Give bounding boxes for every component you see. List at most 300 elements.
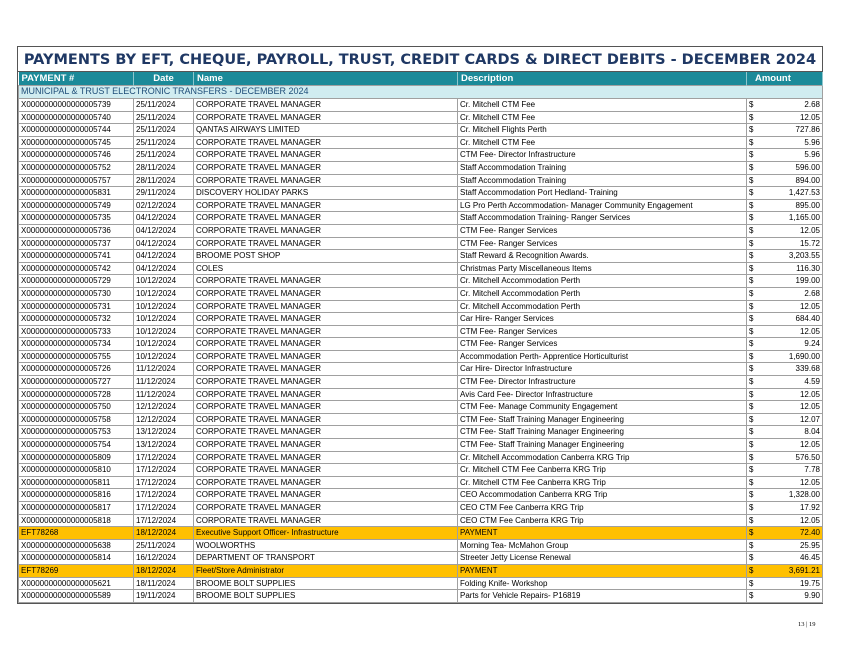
description-cell: LG Pro Perth Accommodation- Manager Community Engagement — [458, 199, 747, 212]
description-cell: CTM Fee- Staff Training Manager Engineering — [458, 426, 747, 439]
table-row — [19, 187, 823, 200]
amount-value: 1,690.00 — [788, 351, 820, 361]
currency-symbol: $ — [749, 162, 754, 172]
amount-cell — [747, 250, 823, 263]
amount-value: 576.50 — [795, 452, 820, 462]
payment-id-cell: X0000000000000005727 — [19, 376, 134, 389]
description-cell: Staff Accommodation Training- Ranger Services — [458, 212, 747, 225]
currency-symbol: $ — [749, 200, 754, 210]
description-cell: Staff Accommodation Training — [458, 161, 747, 174]
payment-id-cell: X0000000000000005735 — [19, 212, 134, 225]
amount-value: 116.30 — [796, 263, 820, 273]
amount-cell — [747, 388, 823, 401]
amount-value: 72.40 — [799, 528, 820, 538]
amount-cell — [747, 376, 823, 389]
currency-symbol: $ — [749, 276, 754, 286]
currency-symbol: $ — [749, 490, 754, 500]
section-row — [19, 86, 823, 99]
payment-id-cell: X0000000000000005809 — [19, 451, 134, 464]
amount-cell — [747, 275, 823, 288]
amount-value: 8.04 — [804, 427, 820, 437]
description-cell: Staff Accommodation Port Hedland- Training — [458, 187, 747, 200]
amount-value: 12.05 — [799, 112, 820, 122]
description-cell: CTM Fee- Ranger Services — [458, 224, 747, 237]
currency-symbol: $ — [749, 251, 754, 261]
name-cell: CORPORATE TRAVEL MANAGER — [194, 426, 458, 439]
payment-id-cell: EFT78269 — [19, 564, 134, 577]
currency-symbol: $ — [749, 188, 754, 198]
date-cell: 29/11/2024 — [134, 187, 194, 200]
table-row — [19, 376, 823, 389]
amount-cell — [747, 489, 823, 502]
name-cell: CORPORATE TRAVEL MANAGER — [194, 136, 458, 149]
description-cell: Folding Knife- Workshop — [458, 577, 747, 590]
name-cell: CORPORATE TRAVEL MANAGER — [194, 338, 458, 351]
table-row — [19, 388, 823, 401]
description-cell: CTM Fee- Staff Training Manager Engineering — [458, 413, 747, 426]
payment-id-cell: X0000000000000005737 — [19, 237, 134, 250]
description-cell: CTM Fee- Manage Community Engagement — [458, 401, 747, 414]
table-row — [19, 149, 823, 162]
payment-id-cell: X0000000000000005744 — [19, 124, 134, 137]
date-cell: 04/12/2024 — [134, 212, 194, 225]
description-cell: Cr. Mitchell Accommodation Perth — [458, 300, 747, 313]
table-row — [19, 552, 823, 565]
amount-cell — [747, 300, 823, 313]
amount-cell — [747, 161, 823, 174]
amount-value: 12.05 — [799, 225, 820, 235]
payment-id-cell: X0000000000000005810 — [19, 464, 134, 477]
amount-value: 15.72 — [799, 238, 820, 248]
date-cell: 10/12/2024 — [134, 300, 194, 313]
date-cell: 04/12/2024 — [134, 262, 194, 275]
currency-symbol: $ — [749, 339, 754, 349]
date-cell: 10/12/2024 — [134, 325, 194, 338]
amount-value: 19.75 — [799, 578, 820, 588]
amount-value: 17.92 — [799, 503, 820, 512]
description-cell: CEO CTM Fee Canberra KRG Trip — [458, 514, 747, 527]
amount-value: 5.96 — [804, 150, 820, 160]
name-cell: CORPORATE TRAVEL MANAGER — [194, 489, 458, 502]
amount-cell — [747, 338, 823, 351]
amount-value: 1,328.00 — [788, 490, 820, 500]
currency-symbol: $ — [749, 465, 754, 475]
date-cell: 04/12/2024 — [134, 250, 194, 263]
table-header-row — [19, 72, 823, 86]
name-cell: CORPORATE TRAVEL MANAGER — [194, 212, 458, 225]
table-row — [19, 300, 823, 313]
amount-cell — [747, 313, 823, 326]
amount-cell — [747, 111, 823, 124]
amount-value: 12.05 — [799, 440, 820, 450]
amount-cell — [747, 187, 823, 200]
amount-cell — [747, 124, 823, 137]
currency-symbol: $ — [749, 402, 754, 412]
payment-id-cell: X0000000000000005750 — [19, 401, 134, 414]
description-cell: Streeter Jetty License Renewal — [458, 552, 747, 565]
date-cell: 13/12/2024 — [134, 439, 194, 452]
currency-symbol: $ — [749, 301, 754, 311]
currency-symbol: $ — [749, 377, 754, 387]
currency-symbol: $ — [749, 100, 754, 109]
name-cell: COLES — [194, 262, 458, 275]
currency-symbol: $ — [749, 326, 754, 336]
table-row — [19, 413, 823, 426]
description-cell: CTM Fee- Director Infrastructure — [458, 376, 747, 389]
name-cell: CORPORATE TRAVEL MANAGER — [194, 363, 458, 376]
name-cell: CORPORATE TRAVEL MANAGER — [194, 401, 458, 414]
date-cell: 16/12/2024 — [134, 552, 194, 565]
name-cell: CORPORATE TRAVEL MANAGER — [194, 439, 458, 452]
amount-value: 2.68 — [804, 100, 820, 109]
currency-symbol: $ — [749, 515, 754, 525]
section-label: MUNICIPAL & TRUST ELECTRONIC TRANSFERS - DECEMBER 2024 — [19, 86, 823, 99]
date-cell: 13/12/2024 — [134, 426, 194, 439]
name-cell: CORPORATE TRAVEL MANAGER — [194, 350, 458, 363]
table-row — [19, 136, 823, 149]
amount-value: 7.78 — [804, 465, 820, 475]
name-cell: CORPORATE TRAVEL MANAGER — [194, 514, 458, 527]
name-cell: CORPORATE TRAVEL MANAGER — [194, 300, 458, 313]
currency-symbol: $ — [749, 452, 754, 462]
name-cell: CORPORATE TRAVEL MANAGER — [194, 174, 458, 187]
description-cell: Staff Accommodation Training — [458, 174, 747, 187]
description-cell: Christmas Party Miscellaneous Items — [458, 262, 747, 275]
name-cell: CORPORATE TRAVEL MANAGER — [194, 99, 458, 112]
amount-cell — [747, 325, 823, 338]
amount-cell — [747, 99, 823, 112]
description-cell: Accommodation Perth- Apprentice Horticulturist — [458, 350, 747, 363]
table-row — [19, 577, 823, 590]
currency-symbol: $ — [749, 238, 754, 248]
payment-id-cell: X0000000000000005818 — [19, 514, 134, 527]
amount-value: 5.96 — [804, 137, 820, 147]
amount-value: 46.45 — [799, 553, 820, 563]
date-cell: 10/12/2024 — [134, 313, 194, 326]
date-cell: 10/12/2024 — [134, 350, 194, 363]
payment-id-cell: X0000000000000005621 — [19, 577, 134, 590]
table-row — [19, 250, 823, 263]
payment-id-cell: X0000000000000005754 — [19, 439, 134, 452]
table-row — [19, 489, 823, 502]
amount-value: 2.68 — [804, 288, 820, 298]
payment-id-cell: EFT78268 — [19, 527, 134, 540]
description-cell: CTM Fee- Staff Training Manager Engineering — [458, 439, 747, 452]
amount-value: 12.07 — [799, 414, 820, 424]
date-cell: 18/11/2024 — [134, 577, 194, 590]
name-cell: DISCOVERY HOLIDAY PARKS — [194, 187, 458, 200]
amount-value: 12.05 — [799, 515, 820, 525]
date-cell: 10/12/2024 — [134, 287, 194, 300]
header-amount: Amount — [747, 72, 823, 86]
table-row — [19, 99, 823, 112]
name-cell: CORPORATE TRAVEL MANAGER — [194, 451, 458, 464]
table-row — [19, 237, 823, 250]
currency-symbol: $ — [749, 427, 754, 437]
payment-id-cell: X0000000000000005752 — [19, 161, 134, 174]
table-row — [19, 464, 823, 477]
currency-symbol: $ — [749, 137, 754, 147]
currency-symbol: $ — [749, 540, 754, 550]
table-row — [19, 590, 823, 603]
date-cell: 19/11/2024 — [134, 590, 194, 603]
amount-cell — [747, 527, 823, 540]
amount-cell — [747, 564, 823, 577]
amount-cell — [747, 262, 823, 275]
date-cell: 25/11/2024 — [134, 136, 194, 149]
date-cell: 11/12/2024 — [134, 363, 194, 376]
description-cell: Cr. Mitchell Accommodation Perth — [458, 275, 747, 288]
currency-symbol: $ — [749, 477, 754, 487]
description-cell: Morning Tea- McMahon Group — [458, 539, 747, 552]
amount-cell — [747, 426, 823, 439]
currency-symbol: $ — [749, 125, 754, 135]
description-cell: Parts for Vehicle Repairs- P16819 — [458, 590, 747, 603]
amount-cell — [747, 287, 823, 300]
date-cell: 11/12/2024 — [134, 376, 194, 389]
currency-symbol: $ — [749, 528, 754, 538]
currency-symbol: $ — [749, 503, 754, 512]
description-cell: Avis Card Fee- Director Infrastructure — [458, 388, 747, 401]
amount-value: 12.05 — [799, 402, 820, 412]
name-cell: CORPORATE TRAVEL MANAGER — [194, 224, 458, 237]
description-cell: PAYMENT — [458, 564, 747, 577]
amount-cell — [747, 514, 823, 527]
description-cell: Cr. Mitchell CTM Fee — [458, 136, 747, 149]
name-cell: BROOME BOLT SUPPLIES — [194, 590, 458, 603]
amount-cell — [747, 590, 823, 603]
payment-id-cell: X0000000000000005736 — [19, 224, 134, 237]
date-cell: 25/11/2024 — [134, 111, 194, 124]
payment-id-cell: X0000000000000005814 — [19, 552, 134, 565]
amount-value: 1,165.00 — [788, 213, 820, 223]
name-cell: BROOME BOLT SUPPLIES — [194, 577, 458, 590]
date-cell: 17/12/2024 — [134, 489, 194, 502]
date-cell: 04/12/2024 — [134, 237, 194, 250]
date-cell: 17/12/2024 — [134, 464, 194, 477]
date-cell: 17/12/2024 — [134, 502, 194, 515]
currency-symbol: $ — [749, 389, 754, 399]
amount-value: 12.05 — [799, 301, 820, 311]
payment-id-cell: X0000000000000005730 — [19, 287, 134, 300]
currency-symbol: $ — [749, 150, 754, 160]
payment-id-cell: X0000000000000005757 — [19, 174, 134, 187]
amount-cell — [747, 401, 823, 414]
name-cell: CORPORATE TRAVEL MANAGER — [194, 502, 458, 515]
description-cell: CTM Fee- Ranger Services — [458, 237, 747, 250]
name-cell: Executive Support Officer- Infrastructure — [194, 527, 458, 540]
description-cell: Cr. Mitchell Accommodation Perth — [458, 287, 747, 300]
table-row — [19, 275, 823, 288]
amount-value: 684.40 — [795, 314, 820, 324]
amount-cell — [747, 451, 823, 464]
name-cell: CORPORATE TRAVEL MANAGER — [194, 161, 458, 174]
description-cell: Cr. Mitchell CTM Fee Canberra KRG Trip — [458, 476, 747, 489]
description-cell: CTM Fee- Ranger Services — [458, 325, 747, 338]
amount-cell — [747, 149, 823, 162]
name-cell: QANTAS AIRWAYS LIMITED — [194, 124, 458, 137]
description-cell: CTM Fee- Ranger Services — [458, 338, 747, 351]
description-cell: Staff Reward & Recognition Awards. — [458, 250, 747, 263]
amount-cell — [747, 350, 823, 363]
table-row — [19, 451, 823, 464]
payment-id-cell: X0000000000000005753 — [19, 426, 134, 439]
table-row — [19, 350, 823, 363]
date-cell: 12/12/2024 — [134, 401, 194, 414]
amount-value: 596.00 — [795, 162, 820, 172]
name-cell: WOOLWORTHS — [194, 539, 458, 552]
description-cell: Cr. Mitchell Flights Perth — [458, 124, 747, 137]
amount-value: 3,691.21 — [788, 565, 820, 575]
date-cell: 18/12/2024 — [134, 527, 194, 540]
description-cell: Cr. Mitchell CTM Fee — [458, 99, 747, 112]
payment-id-cell: X0000000000000005745 — [19, 136, 134, 149]
page-number: 13 | 19 — [798, 621, 816, 628]
amount-cell — [747, 464, 823, 477]
table-row — [19, 325, 823, 338]
amount-cell — [747, 237, 823, 250]
currency-symbol: $ — [749, 175, 754, 185]
currency-symbol: $ — [749, 288, 754, 298]
payment-id-cell: X0000000000000005741 — [19, 250, 134, 263]
table-row — [19, 426, 823, 439]
table-row — [19, 502, 823, 515]
currency-symbol: $ — [749, 213, 754, 223]
amount-cell — [747, 577, 823, 590]
currency-symbol: $ — [749, 440, 754, 450]
description-cell: CEO Accommodation Canberra KRG Trip — [458, 489, 747, 502]
amount-cell — [747, 212, 823, 225]
name-cell: CORPORATE TRAVEL MANAGER — [194, 275, 458, 288]
name-cell: CORPORATE TRAVEL MANAGER — [194, 313, 458, 326]
amount-cell — [747, 476, 823, 489]
date-cell: 25/11/2024 — [134, 124, 194, 137]
currency-symbol: $ — [749, 263, 754, 273]
amount-cell — [747, 552, 823, 565]
header-name: Name — [194, 72, 458, 86]
table-row — [19, 313, 823, 326]
payments-table — [18, 72, 823, 603]
amount-cell — [747, 539, 823, 552]
amount-value: 895.00 — [795, 200, 820, 210]
currency-symbol: $ — [749, 351, 754, 361]
currency-symbol: $ — [749, 112, 754, 122]
amount-cell — [747, 439, 823, 452]
date-cell: 28/11/2024 — [134, 174, 194, 187]
currency-symbol: $ — [749, 314, 754, 324]
table-row — [19, 527, 823, 540]
payment-id-cell: X0000000000000005817 — [19, 502, 134, 515]
table-row — [19, 224, 823, 237]
currency-symbol: $ — [749, 565, 754, 575]
currency-symbol: $ — [749, 591, 754, 601]
amount-cell — [747, 363, 823, 376]
amount-cell — [747, 502, 823, 515]
payment-id-cell: X0000000000000005831 — [19, 187, 134, 200]
table-row — [19, 338, 823, 351]
currency-symbol: $ — [749, 364, 754, 374]
table-row — [19, 262, 823, 275]
table-row — [19, 111, 823, 124]
amount-value: 9.90 — [804, 591, 820, 601]
description-cell: Car Hire- Director Infrastructure — [458, 363, 747, 376]
amount-value: 1,427.53 — [788, 188, 820, 198]
amount-value: 9.24 — [804, 339, 820, 349]
date-cell: 25/11/2024 — [134, 99, 194, 112]
header-date: Date — [134, 72, 194, 86]
description-cell: PAYMENT — [458, 527, 747, 540]
name-cell: CORPORATE TRAVEL MANAGER — [194, 325, 458, 338]
table-row — [19, 174, 823, 187]
name-cell: CORPORATE TRAVEL MANAGER — [194, 111, 458, 124]
amount-value: 12.05 — [799, 326, 820, 336]
description-cell: Car Hire- Ranger Services — [458, 313, 747, 326]
name-cell: CORPORATE TRAVEL MANAGER — [194, 237, 458, 250]
table-row — [19, 476, 823, 489]
payment-id-cell: X0000000000000005755 — [19, 350, 134, 363]
amount-value: 12.05 — [799, 477, 820, 487]
description-cell: Cr. Mitchell CTM Fee Canberra KRG Trip — [458, 464, 747, 477]
payment-id-cell: X0000000000000005733 — [19, 325, 134, 338]
amount-value: 12.05 — [799, 389, 820, 399]
payment-id-cell: X0000000000000005638 — [19, 539, 134, 552]
name-cell: CORPORATE TRAVEL MANAGER — [194, 199, 458, 212]
header-payment: PAYMENT # — [19, 72, 134, 86]
name-cell: Fleet/Store Administrator — [194, 564, 458, 577]
payment-id-cell: X0000000000000005758 — [19, 413, 134, 426]
amount-value: 25.95 — [799, 540, 820, 550]
payment-id-cell: X0000000000000005729 — [19, 275, 134, 288]
page-title: PAYMENTS BY EFT, CHEQUE, PAYROLL, TRUST, CREDIT CARDS & DIRECT DEBITS - DECEMBER 2024 — [18, 47, 822, 72]
amount-value: 339.68 — [795, 364, 820, 374]
payment-id-cell: X0000000000000005739 — [19, 99, 134, 112]
date-cell: 25/11/2024 — [134, 149, 194, 162]
amount-cell — [747, 413, 823, 426]
description-cell: CTM Fee- Director Infrastructure — [458, 149, 747, 162]
payment-id-cell: X0000000000000005742 — [19, 262, 134, 275]
payment-id-cell: X0000000000000005746 — [19, 149, 134, 162]
table-row — [19, 439, 823, 452]
name-cell: CORPORATE TRAVEL MANAGER — [194, 287, 458, 300]
date-cell: 02/12/2024 — [134, 199, 194, 212]
amount-value: 727.86 — [795, 125, 820, 135]
currency-symbol: $ — [749, 553, 754, 563]
date-cell: 11/12/2024 — [134, 388, 194, 401]
name-cell: CORPORATE TRAVEL MANAGER — [194, 149, 458, 162]
table-row — [19, 199, 823, 212]
date-cell: 17/12/2024 — [134, 451, 194, 464]
table-row — [19, 401, 823, 414]
description-cell: Cr. Mitchell Accommodation Canberra KRG Trip — [458, 451, 747, 464]
amount-cell — [747, 136, 823, 149]
payment-id-cell: X0000000000000005811 — [19, 476, 134, 489]
amount-cell — [747, 224, 823, 237]
name-cell: CORPORATE TRAVEL MANAGER — [194, 464, 458, 477]
payment-id-cell: X0000000000000005731 — [19, 300, 134, 313]
amount-value: 4.59 — [804, 377, 820, 387]
payment-id-cell: X0000000000000005740 — [19, 111, 134, 124]
name-cell: CORPORATE TRAVEL MANAGER — [194, 476, 458, 489]
name-cell: CORPORATE TRAVEL MANAGER — [194, 376, 458, 389]
amount-value: 199.00 — [795, 276, 820, 286]
table-row — [19, 212, 823, 225]
date-cell: 04/12/2024 — [134, 224, 194, 237]
date-cell: 10/12/2024 — [134, 338, 194, 351]
amount-cell — [747, 199, 823, 212]
date-cell: 17/12/2024 — [134, 476, 194, 489]
payment-id-cell: X0000000000000005816 — [19, 489, 134, 502]
currency-symbol: $ — [749, 225, 754, 235]
